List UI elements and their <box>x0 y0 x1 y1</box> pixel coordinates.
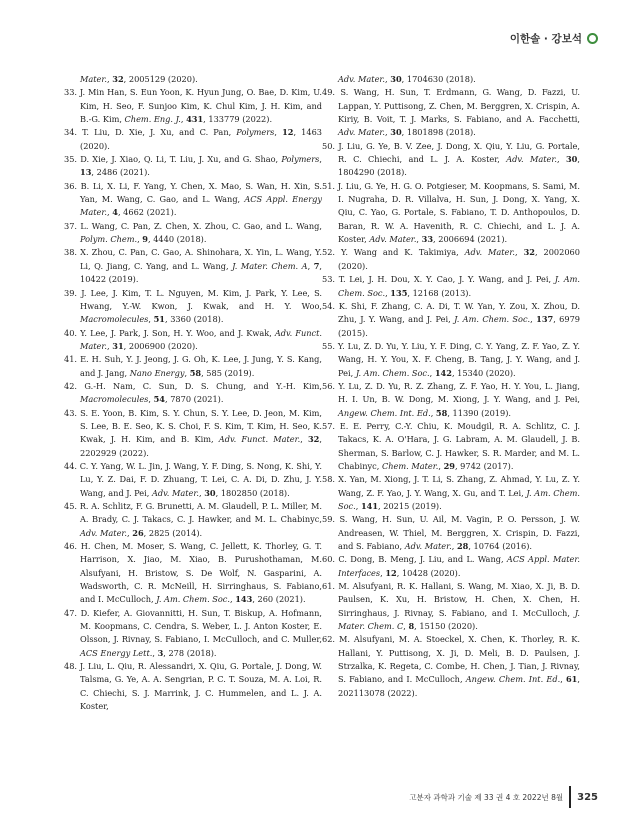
reference-item: 46. H. Chen, M. Moser, S. Wang, C. Jellett, K. Thorley, G. T. Harrison, X. Jiao, M. Xiao, B. Purushothaman, M. Alsufyani, H. Bristow, S. De Wolf, N. Gasparini, A. Wadsworth, C. R. McNeill, H. Sirringhaus, S. Fabiano, and I. McCulloch, J. Am. Chem. Soc., 143, 260 (2021). <box>64 541 322 605</box>
reference-item: 55. Y. Lu, Z. D. Yu, Y. Liu, Y. F. Ding, C. Y. Yang, Z. F. Yao, Z. Y. Wang, H. Y. You, X. F. Cheng, B. Tang, J. Y. Wang, and J. Pei, J. Am. Chem. Soc., 142, 15340 (2020). <box>322 340 580 378</box>
reference-item: 39. J. Lee, J. Kim, T. L. Nguyen, M. Kim, J. Park, Y. Lee, S. Hwang, Y.-W. Kwon, J. Kwak, and H. Y. Woo, Macromolecules, 51, 3360 (2018). <box>64 287 322 325</box>
reference-item: 43. S. E. Yoon, B. Kim, S. Y. Chun, S. Y. Lee, D. Jeon, M. Kim, S. Lee, B. E. Seo, K. S. Choi, F. S. Kim, T. Kim, H. Seo, K. Kwak, J. H. Kim, and B. Kim, Adv. Funct. Mater., 32, 2202929 (2022). <box>64 407 322 458</box>
reference-item: 35. D. Xie, J. Xiao, Q. Li, T. Liu, J. Xu, and G. Shao, Polymers, 13, 2486 (2021). <box>64 154 322 178</box>
reference-item: 37. L. Wang, C. Pan, Z. Chen, X. Zhou, C. Gao, and L. Wang, Polym. Chem., 9, 4440 (2018). <box>64 220 323 245</box>
reference-item: 51. J. Liu, G. Ye, H. G. O. Potgieser, M. Koopmans, S. Sami, M. I. Nugraha, D. R. Villalva, H. Sun, J. Dong, X. Yang, X. Qiu, C. Yao, G. Portale, S. Fabiano, T. D. Anthopoulos, D. Baran, R. W. A. Havenith, R. C. Chiechi, and L. J. A. Koster, Adv. Mater., 33, 2006694 (2021). <box>322 180 580 245</box>
reference-item: 48. J. Liu, L. Qiu, R. Alessandri, X. Qiu, G. Portale, J. Dong, W. Talsma, G. Ye, A. A. Sengrian, P. C. T. Souza, M. A. Loi, R. C. Chiechi, S. J. Marrink, J. C. Hummelen, and L. J. A. Koster, <box>64 661 322 712</box>
footer-divider <box>569 786 571 808</box>
running-header <box>510 31 598 46</box>
reference-item: 42. G.-H. Nam, C. Sun, D. S. Chung, and Y.-H. Kim, Macromolecules, 54, 7870 (2021). <box>64 380 322 405</box>
reference-item: 62. M. Alsufyani, M. A. Stoeckel, X. Chen, K. Thorley, R. K. Hallani, Y. Puttisong, X. Ji, D. Meli, B. D. Paulsen, J. Strzalka, K. Regeta, C. Combe, H. Chen, J. Tian, J. Rivnay, S. Fabiano, and I. McCulloch, Angew. Chem. Int. Ed., 61, 202113078 (2022). <box>322 634 580 698</box>
right-reference-column <box>322 73 580 700</box>
reference-item: 56. Y. Lu, Z. D. Yu, R. Z. Zhang, Z. F. Yao, H. Y. You, L. Jiang, H. I. Un, B. W. Dong, M. Xiong, J. Y. Wang, and J. Pei, Angew. Chem. Int. Ed., 58, 11390 (2019). <box>322 380 581 418</box>
reference-item: 36. B. Li, X. Li, F. Yang, Y. Chen, X. Mao, S. Wan, H. Xin, S. Yan, M. Wang, C. Gao, and L. Wang, ACS Appl. Energy Mater., 4, 4662 (2021). <box>64 180 323 218</box>
reference-item: 40. Y. Lee, J. Park, J. Son, H. Y. Woo, and J. Kwak, Adv. Funct. Mater., 31, 2006900 (2020). <box>64 327 322 351</box>
reference-item: 58. X. Yan, M. Xiong, J. T. Li, S. Zhang, Z. Ahmad, Y. Lu, Z. Y. Wang, Z. F. Yao, J. Y. Wang, X. Gu, and T. Lei, J. Am. Chem. Soc., 141, 20215 (2019). <box>322 474 581 511</box>
reference-item: 33. J. Min Han, S. Eun Yoon, K. Hyun Jung, O. Bae, D. Kim, U. Kim, H. Seo, F. Sunjoo Kim, K. Chul Kim, J. H. Kim, and B.-G. Kim, Chem. Eng. J., 431, 133779 (2022). <box>64 87 323 125</box>
journal-info: 고분자 과학과 기술 제 33 권 4 호 2022년 8월 <box>409 792 564 802</box>
circle-icon <box>587 33 598 44</box>
reference-item: 59. S. Wang, H. Sun, U. Ail, M. Vagin, P. O. Persson, J. W. Andreasen, W. Thiel, M. Berggren, X. Crispin, D. Fazzi, and S. Fabiano, Adv. Mater., 28, 10764 (2016). <box>322 514 581 552</box>
reference-item: 60. C. Dong, B. Meng, J. Liu, and L. Wang, ACS Appl. Mater. Interfaces, 12, 10428 (2020). <box>322 554 581 578</box>
continued-reference: Adv. Mater., 30, 1704630 (2018). <box>338 74 476 84</box>
reference-list <box>64 86 322 713</box>
header-authors: 이한솔 · 강보석 <box>509 33 582 45</box>
reference-item: 44. C. Y. Yang, W. L. Jin, J. Wang, Y. F. Ding, S. Nong, K. Shi, Y. Lu, Y. Z. Dai, F. D. Zhuang, T. Lei, C. A. Di, D. Zhu, J. Y. Wang, and J. Pei, Adv. Mater., 30, 1802850 (2018). <box>64 460 322 498</box>
reference-item: 49. S. Wang, H. Sun, T. Erdmann, G. Wang, D. Fazzi, U. Lappan, Y. Puttisong, Z. Chen, M. Berggren, X. Crispin, A. Kiriy, B. Voit, T. J. Marks, S. Fabiano, and A. Facchetti, Adv. Mater., 30, 1801898 (2018). <box>322 87 580 138</box>
reference-item: 54. K. Shi, F. Zhang, C. A. Di, T. W. Yan, Y. Zou, X. Zhou, D. Zhu, J. Y. Wang, and J. Pei, J. Am. Chem. Soc., 137, 6979 (2015). <box>322 300 581 338</box>
reference-item: 57. E. E. Perry, C.-Y. Chiu, K. Moudgil, R. A. Schlitz, C. J. Takacs, K. A. O'Hara, J. G. Labram, A. M. Glaudell, J. B. Sherman, S. Barlow, C. J. Hawker, S. R. Marder, and M. L. Chabinyc, Chem. Mater., 29, 9742 (2017). <box>322 420 580 471</box>
reference-item: 34. T. Liu, D. Xie, J. Xu, and C. Pan, Polymers, 12, 1463 (2020). <box>64 127 322 151</box>
reference-item: 47. D. Kiefer, A. Giovannitti, H. Sun, T. Biskup, A. Hofmann, M. Koopmans, C. Cendra, S. Weber, L. J. Anton Koster, E. Olsson, J. Rivnay, S. Fabiano, I. McCulloch, and C. Muller, ACS Energy Lett., 3, 278 (2018). <box>64 607 322 658</box>
continued-reference: Mater., 32, 2005129 (2020). <box>80 74 198 84</box>
reference-item: 50. J. Liu, G. Ye, B. V. Zee, J. Dong, X. Qiu, Y. Liu, G. Portale, R. C. Chiechi, and L. J. A. Koster, Adv. Mater., 30, 1804290 (2018). <box>322 140 580 178</box>
reference-item: 41. E. H. Suh, Y. J. Jeong, J. G. Oh, K. Lee, J. Jung, Y. S. Kang, and J. Jang, Nano Energy, 58, 585 (2019). <box>64 354 322 378</box>
page-number: 325 <box>577 791 598 803</box>
reference-item: 53. T. Lei, J. H. Dou, X. Y. Cao, J. Y. Wang, and J. Pei, J. Am. Chem. Soc., 135, 12168 (2013). <box>322 274 580 298</box>
reference-item: 45. R. A. Schlitz, F. G. Brunetti, A. M. Glaudell, P. L. Miller, M. A. Brady, C. J. Takacs, C. J. Hawker, and M. L. Chabinyc, Adv. Mater., 26, 2825 (2014). <box>64 501 322 538</box>
reference-item: 52. Y. Wang and K. Takimiya, Adv. Mater., 32, 2002060 (2020). <box>322 247 580 271</box>
left-reference-column <box>64 73 322 714</box>
reference-item: 38. X. Zhou, C. Pan, C. Gao, A. Shinohara, X. Yin, L. Wang, Y. Li, Q. Jiang, C. Yang, and L. Wang, J. Mater. Chem. A, 7, 10422 (2019). <box>64 247 323 285</box>
reference-item: 61. M. Alsufyani, R. K. Hallani, S. Wang, M. Xiao, X. Ji, B. D. Paulsen, K. Xu, H. Bristow, H. Chen, X. Chen, H. Sirringhaus, J. Rivnay, S. Fabiano, and I. McCulloch, J. Mater. Chem. C, 8, 15150 (2020). <box>322 581 580 632</box>
page-footer <box>409 786 598 808</box>
reference-list <box>322 86 580 700</box>
